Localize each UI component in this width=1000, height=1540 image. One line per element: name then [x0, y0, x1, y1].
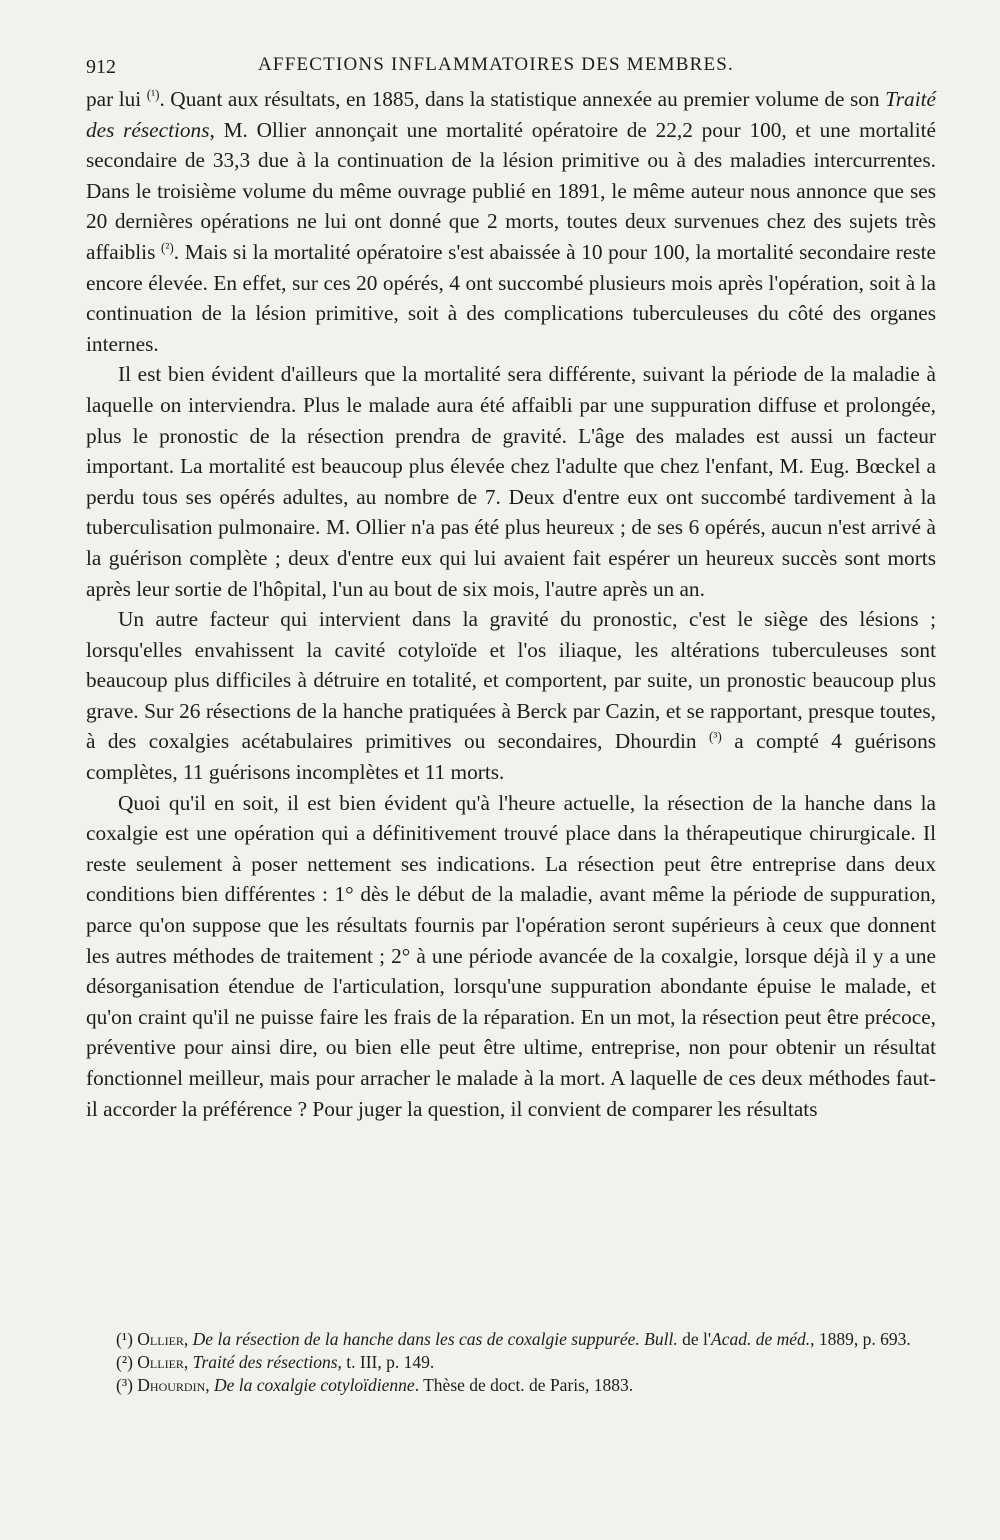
page-number: 912 — [86, 56, 116, 78]
footnote-author: Ollier — [137, 1352, 184, 1372]
text-run: de l' — [677, 1329, 711, 1349]
footnote-ref-3[interactable]: (³) — [709, 729, 722, 745]
footnote-title: Traité des résections — [192, 1352, 338, 1372]
footnote-author: Ollier — [137, 1329, 184, 1349]
footnote-author: Dhourdin — [137, 1375, 206, 1395]
text-run: Un autre facteur qui intervient dans la gravité du pronostic, c'est le siège des lésions ; lorsqu'elles envahissent la cavité cotyloïde et l'os iliaque, les altérations tuberculeuses sont beaucoup plus difficiles à détruire en totalité, et comportent, par suite, un pronostic beaucoup plus grave. Sur 26 résections de la hanche pratiquées à Berck par Cazin, et se rapportant, presque toutes, à des coxalgies acétabulaires primitives ou secondaires, Dhourdin — [86, 607, 936, 754]
paragraph-3 — [86, 604, 936, 788]
footnotes — [86, 1328, 936, 1397]
page-header — [86, 50, 936, 86]
text-run: . Mais si la mortalité opératoire s'est abaissée à 10 pour 100, la mortalité secondaire reste encore élevée. En effet, sur ces 20 opérés, 4 ont succombé plusieurs mois après l'opération, soit à la continuation de la lésion primitive, soit à des complications tuberculeuses du côté des organes internes. — [86, 239, 936, 356]
paragraph-1 — [86, 84, 936, 359]
paragraph-2: Il est bien évident d'ailleurs que la mortalité sera différente, suivant la période de la maladie à laquelle on interviendra. Plus le malade aura été affaibli par une suppuration diffuse et prolongée, plus le pronostic de la résection prendra de gravité. L'âge des malades est aussi un facteur important. La mortalité est beaucoup plus élevée chez l'adulte que chez l'enfant, M. Eug. Bœckel a perdu tous ses opérés adultes, au nombre de 7. Deux d'entre eux ont succombé tardivement à la tuberculisation pulmonaire. M. Ollier n'a pas été plus heureux ; de ses 6 opérés, aucun n'est arrivé à la guérison complète ; deux d'entre eux qui lui avaient fait espérer un heureux succès sont morts après leur sortie de l'hôpital, l'un au bout de six mois, l'autre après un an. — [86, 362, 936, 601]
body-text — [86, 84, 936, 1124]
text-run: a compté 4 guérisons complètes, 11 guérisons incomplètes et 11 morts. — [86, 729, 936, 785]
footnote-2: (²) Ollier, Traité des résections, t. III, p. 149. — [116, 1352, 435, 1372]
footnote-title: De la résection de la hanche dans les cas de coxalgie suppurée. Bull. — [192, 1329, 678, 1349]
footnote-title: De la coxalgie cotyloïdienne — [214, 1375, 415, 1395]
text-run: . Quant aux résultats, en 1885, dans la statistique annexée au premier volume de son — [159, 87, 886, 111]
footnote-mark: (¹) — [116, 1329, 133, 1349]
footnote-3: (³) Dhourdin, De la coxalgie cotyloïdienne. Thèse de doct. de Paris, 1883. — [116, 1375, 634, 1395]
paragraph-4: Quoi qu'il en soit, il est bien évident qu'à l'heure actuelle, la résection de la hanche dans la coxalgie est une opération qui a définitivement trouvé place dans la thérapeutique chirurgicale. Il reste seulement à poser nettement ses indications. La résection peut être entreprise dans deux conditions bien différentes : 1° dès le début de la maladie, avant même la période de suppuration, parce qu'on suppose que les résultats fournis par l'opération seront supérieurs à ceux que donnent les autres méthodes de traitement ; 2° à une période avancée de la coxalgie, lorsque déjà il y a une désorganisation étendue de l'articulation, lorsqu'une suppuration abondante épuise le malade, et qu'on craint qu'il ne puisse faire les frais de la réparation. En un mot, la résection peut être précoce, préventive pour ainsi dire, ou bien elle peut être ultime, entreprise, non pour obtenir un résultat fonctionnel meilleur, mais pour arracher le malade à la mort. A laquelle de ces deux méthodes faut-il accorder la préférence ? Pour juger la question, il convient de comparer les résultats — [86, 790, 936, 1121]
text-run: , M. Ollier annonçait une mortalité opératoire de 22,2 pour 100, et une mortalité secondaire de 33,3 due à la continuation de la lésion primitive ou à des maladies intercurrentes. Dans le troisième volume du même ouvrage publié en 1891, le même auteur nous annonce que ses 20 dernières opérations ne lui ont donné que 2 morts, toutes deux survenues chez des sujets très affaiblis — [86, 117, 936, 264]
footnote-ref-2[interactable]: (²) — [161, 239, 174, 255]
footnote-mark: (³) — [116, 1375, 133, 1395]
footnote-ref-1[interactable]: (¹) — [146, 86, 160, 102]
text-run: , t. III, p. 149. — [337, 1352, 435, 1372]
book-title: Traité des résections — [86, 87, 936, 142]
text-run: par lui — [86, 87, 147, 111]
footnote-mark: (²) — [116, 1352, 133, 1372]
footnote-1: (¹) Ollier, De la résection de la hanche dans les cas de coxalgie suppurée. Bull. de l'Acad. de méd., 1889, p. 693. — [116, 1329, 911, 1349]
text-run: , 1889, p. 693. — [810, 1329, 911, 1349]
text-run: . Thèse de doct. de Paris, 1883. — [414, 1375, 634, 1395]
running-title: AFFECTIONS INFLAMMATOIRES DES MEMBRES. — [258, 54, 734, 75]
footnote-journal: Acad. de méd. — [711, 1329, 811, 1349]
